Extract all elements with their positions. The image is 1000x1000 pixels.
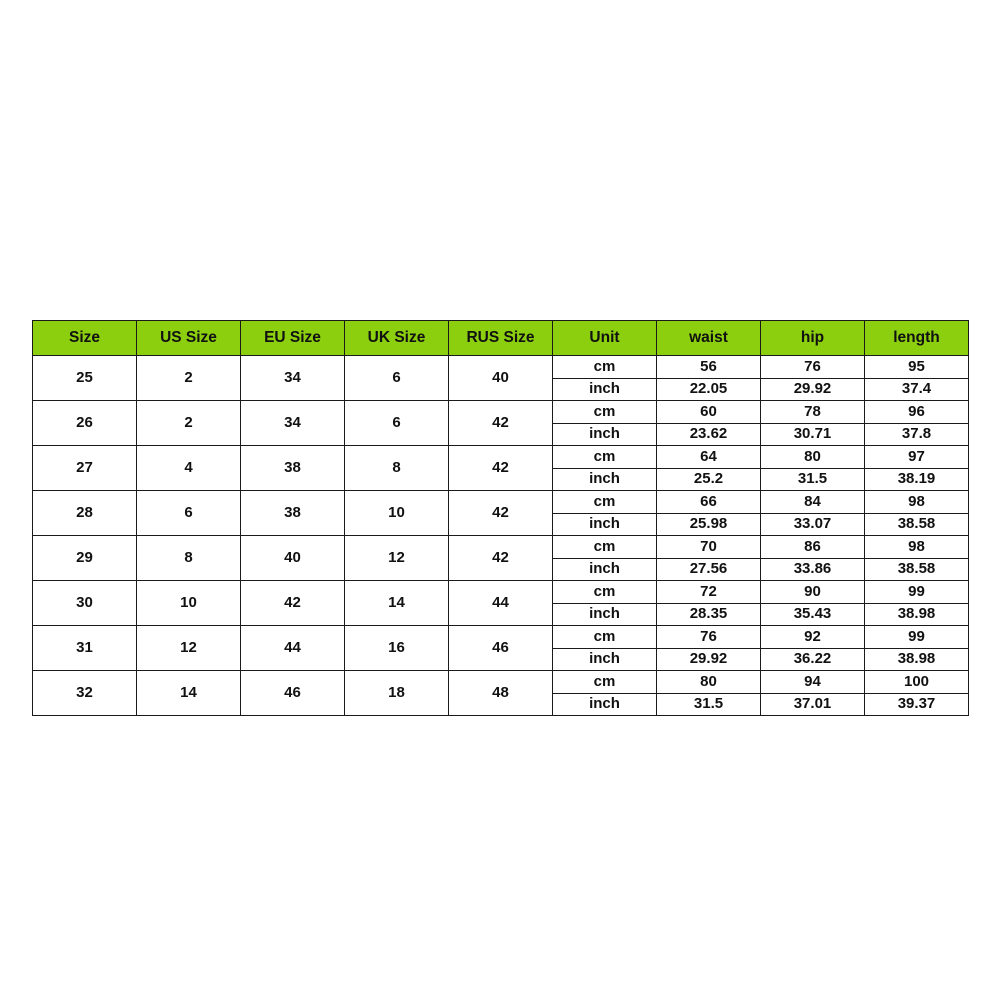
us-size-cell: 4 <box>137 446 241 491</box>
unit-cell: cm <box>553 536 657 559</box>
hip-cell: 78 <box>761 401 865 424</box>
waist-cell: 60 <box>657 401 761 424</box>
size-cell: 25 <box>33 356 137 401</box>
unit-cell: cm <box>553 356 657 379</box>
table-row-cm <box>33 446 969 469</box>
header-us-size: US Size <box>137 321 241 356</box>
header-unit: Unit <box>553 321 657 356</box>
unit-cell: cm <box>553 401 657 424</box>
waist-cell: 31.5 <box>657 693 761 716</box>
length-cell: 99 <box>865 626 969 649</box>
hip-cell: 33.86 <box>761 558 865 581</box>
size-cell: 31 <box>33 626 137 671</box>
uk-size-cell: 14 <box>345 581 449 626</box>
uk-size-cell: 8 <box>345 446 449 491</box>
eu-size-cell: 34 <box>241 356 345 401</box>
us-size-cell: 12 <box>137 626 241 671</box>
us-size-cell: 8 <box>137 536 241 581</box>
hip-cell: 76 <box>761 356 865 379</box>
waist-cell: 80 <box>657 671 761 694</box>
waist-cell: 66 <box>657 491 761 514</box>
uk-size-cell: 16 <box>345 626 449 671</box>
length-cell: 38.98 <box>865 648 969 671</box>
header-length: length <box>865 321 969 356</box>
length-cell: 38.19 <box>865 468 969 491</box>
unit-cell: inch <box>553 468 657 491</box>
unit-cell: inch <box>553 648 657 671</box>
hip-cell: 94 <box>761 671 865 694</box>
us-size-cell: 6 <box>137 491 241 536</box>
length-cell: 38.58 <box>865 558 969 581</box>
unit-cell: inch <box>553 378 657 401</box>
waist-cell: 70 <box>657 536 761 559</box>
waist-cell: 23.62 <box>657 423 761 446</box>
header-row <box>33 321 969 356</box>
eu-size-cell: 34 <box>241 401 345 446</box>
table-body <box>33 356 969 716</box>
eu-size-cell: 40 <box>241 536 345 581</box>
us-size-cell: 10 <box>137 581 241 626</box>
hip-cell: 80 <box>761 446 865 469</box>
unit-cell: cm <box>553 581 657 604</box>
unit-cell: cm <box>553 671 657 694</box>
waist-cell: 22.05 <box>657 378 761 401</box>
unit-cell: cm <box>553 446 657 469</box>
length-cell: 39.37 <box>865 693 969 716</box>
length-cell: 100 <box>865 671 969 694</box>
uk-size-cell: 6 <box>345 401 449 446</box>
length-cell: 98 <box>865 491 969 514</box>
header-size: Size <box>33 321 137 356</box>
rus-size-cell: 40 <box>449 356 553 401</box>
table-row-cm <box>33 671 969 694</box>
hip-cell: 86 <box>761 536 865 559</box>
hip-cell: 37.01 <box>761 693 865 716</box>
waist-cell: 56 <box>657 356 761 379</box>
waist-cell: 76 <box>657 626 761 649</box>
length-cell: 37.4 <box>865 378 969 401</box>
hip-cell: 35.43 <box>761 603 865 626</box>
size-cell: 27 <box>33 446 137 491</box>
unit-cell: inch <box>553 693 657 716</box>
waist-cell: 27.56 <box>657 558 761 581</box>
eu-size-cell: 44 <box>241 626 345 671</box>
length-cell: 37.8 <box>865 423 969 446</box>
length-cell: 38.98 <box>865 603 969 626</box>
rus-size-cell: 48 <box>449 671 553 716</box>
size-cell: 29 <box>33 536 137 581</box>
header-uk-size: UK Size <box>345 321 449 356</box>
hip-cell: 84 <box>761 491 865 514</box>
waist-cell: 25.98 <box>657 513 761 536</box>
waist-cell: 29.92 <box>657 648 761 671</box>
unit-cell: cm <box>553 626 657 649</box>
us-size-cell: 2 <box>137 401 241 446</box>
header-eu-size: EU Size <box>241 321 345 356</box>
hip-cell: 92 <box>761 626 865 649</box>
length-cell: 38.58 <box>865 513 969 536</box>
hip-cell: 30.71 <box>761 423 865 446</box>
uk-size-cell: 6 <box>345 356 449 401</box>
size-cell: 32 <box>33 671 137 716</box>
waist-cell: 25.2 <box>657 468 761 491</box>
length-cell: 96 <box>865 401 969 424</box>
hip-cell: 36.22 <box>761 648 865 671</box>
table-row-cm <box>33 491 969 514</box>
length-cell: 99 <box>865 581 969 604</box>
unit-cell: inch <box>553 603 657 626</box>
unit-cell: cm <box>553 491 657 514</box>
uk-size-cell: 10 <box>345 491 449 536</box>
rus-size-cell: 42 <box>449 446 553 491</box>
eu-size-cell: 42 <box>241 581 345 626</box>
eu-size-cell: 46 <box>241 671 345 716</box>
size-cell: 26 <box>33 401 137 446</box>
eu-size-cell: 38 <box>241 491 345 536</box>
unit-cell: inch <box>553 558 657 581</box>
table-row-cm <box>33 401 969 424</box>
rus-size-cell: 46 <box>449 626 553 671</box>
table-row-cm <box>33 626 969 649</box>
header-rus-size: RUS Size <box>449 321 553 356</box>
header-waist: waist <box>657 321 761 356</box>
hip-cell: 29.92 <box>761 378 865 401</box>
uk-size-cell: 12 <box>345 536 449 581</box>
waist-cell: 72 <box>657 581 761 604</box>
table-row-cm <box>33 536 969 559</box>
rus-size-cell: 44 <box>449 581 553 626</box>
waist-cell: 64 <box>657 446 761 469</box>
waist-cell: 28.35 <box>657 603 761 626</box>
rus-size-cell: 42 <box>449 536 553 581</box>
size-cell: 30 <box>33 581 137 626</box>
length-cell: 95 <box>865 356 969 379</box>
eu-size-cell: 38 <box>241 446 345 491</box>
unit-cell: inch <box>553 423 657 446</box>
size-chart-table <box>32 320 969 716</box>
hip-cell: 33.07 <box>761 513 865 536</box>
table-row-cm <box>33 356 969 379</box>
unit-cell: inch <box>553 513 657 536</box>
rus-size-cell: 42 <box>449 491 553 536</box>
us-size-cell: 14 <box>137 671 241 716</box>
length-cell: 98 <box>865 536 969 559</box>
us-size-cell: 2 <box>137 356 241 401</box>
table-row-cm <box>33 581 969 604</box>
rus-size-cell: 42 <box>449 401 553 446</box>
size-cell: 28 <box>33 491 137 536</box>
length-cell: 97 <box>865 446 969 469</box>
hip-cell: 90 <box>761 581 865 604</box>
header-hip: hip <box>761 321 865 356</box>
uk-size-cell: 18 <box>345 671 449 716</box>
hip-cell: 31.5 <box>761 468 865 491</box>
